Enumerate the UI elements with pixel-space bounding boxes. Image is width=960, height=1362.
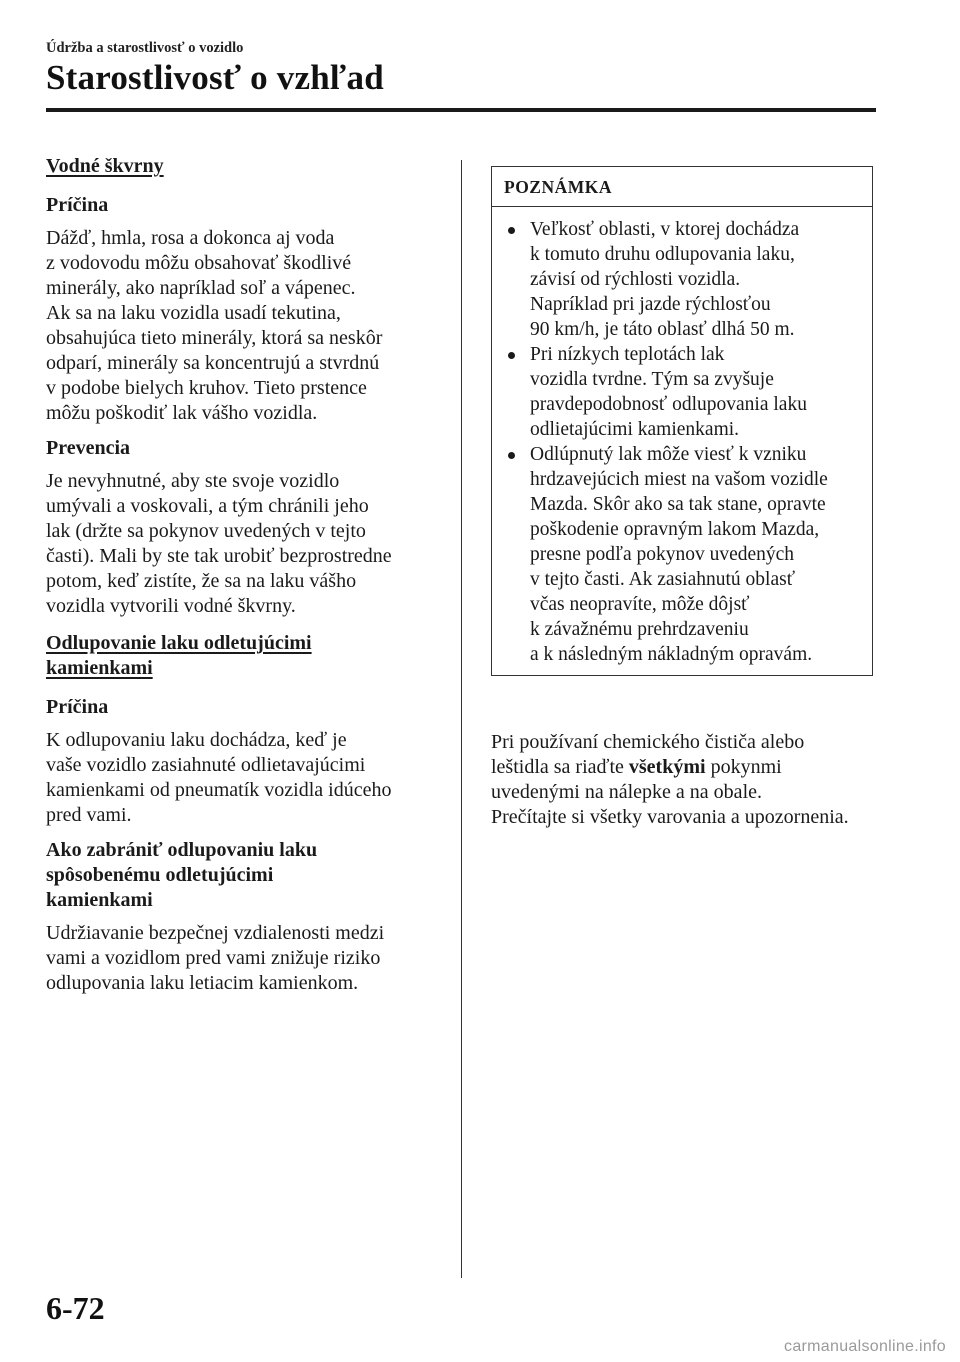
note-item [504, 442, 858, 667]
bullet-icon [508, 452, 515, 459]
column-divider [461, 160, 462, 1278]
section-title-water-spots: Vodné škvrny [46, 155, 164, 177]
page-number: 6-72 [46, 1290, 105, 1326]
chemical-text-end: pokynmi uvedenými na nálepke a na obale. Prečítajte si všetky varovania a upozornenia. [491, 756, 849, 828]
bullet-icon [508, 227, 515, 234]
note-item-text: Veľkosť oblasti, v ktorej dochádza k tomuto druhu odlupovania laku, závisí od rýchlosti vozidla. Napríklad pri jazde rýchlosťou 90 km/h, je táto oblasť dlhá 50 m. [530, 219, 800, 340]
note-item-text: Pri nízkych teplotách lak vozidla tvrdne. Tým sa zvyšuje pravdepodobnosť odlupovania laku odlietajúcimi kamienkami. [530, 344, 807, 440]
paragraph-chemical-cleaner [491, 730, 875, 830]
paragraph-water-prevention: Je nevyhnutné, aby ste svoje vozidlo umývali a voskovali, a tým chránili jeho lak (držte sa pokynov uvedených v tejto časti). Mali by ste tak urobiť bezprostredne potom, keď zistíte, že sa na laku vášho vozidla vytvorili vodné škvrny. [46, 470, 392, 617]
note-box [491, 166, 873, 676]
subheading-prevention: Prevencia [46, 437, 131, 459]
section-title-chipping: Odlupovanie laku odletujúcimi kamienkami [46, 632, 312, 679]
paragraph-chipping-prevention: Udržiavanie bezpečnej vzdialenosti medzi vami a vozidlom pred vami znižuje riziko odlupovania laku letiacim kamienkom. [46, 922, 385, 994]
note-header: POZNÁMKA [492, 167, 872, 207]
subheading-chipping-cause: Príčina [46, 696, 109, 718]
chemical-text-start: Pri používaní chemického čističa alebo leštidla sa riaďte [491, 731, 805, 778]
note-item [504, 342, 858, 442]
breadcrumb: Údržba a starostlivosť o vozidlo [46, 40, 244, 56]
note-item-text: Odlúpnutý lak môže viesť k vzniku hrdzavejúcich miest na vašom vozidle Mazda. Skôr ako sa tak stane, opravte poškodenie opravným lakom Mazda, presne podľa pokynov uvedených v tejto časti. Ak zasiahnutú oblasť včas neopravíte, môže dôjsť k závažnému prehrdzaveniu a k následným nákladným opravám. [530, 444, 828, 665]
note-item [504, 217, 858, 342]
subheading-cause: Príčina [46, 194, 109, 216]
watermark: carmanualsonline.info [784, 1338, 946, 1355]
title-rule [46, 108, 876, 112]
paragraph-water-cause: Dážď, hmla, rosa a dokonca aj voda z vodovodu môžu obsahovať škodlivé minerály, ako napríklad soľ a vápenec. Ak sa na laku vozidla usadí tekutina, obsahujúca tieto minerály, ktorá sa neskôr odparí, minerály sa koncentrujú a stvrdnú v podobe bielych kruhov. Tieto prstence môžu poškodiť lak vášho vozidla. [46, 227, 383, 424]
chemical-text-bold: všetkými [628, 756, 706, 778]
page-title: Starostlivosť o vzhľad [46, 58, 384, 97]
paragraph-chipping-cause: K odlupovaniu laku dochádza, keď je vaše vozidlo zasiahnuté odlietavajúcimi kamienkami od pneumatík vozidla idúceho pred vami. [46, 729, 392, 826]
right-column [491, 166, 875, 830]
subheading-chipping-prevention: Ako zabrániť odlupovaniu laku spôsobenému odletujúcimi kamienkami [46, 839, 318, 911]
note-list [492, 207, 872, 675]
bullet-icon [508, 352, 515, 359]
left-column [46, 154, 441, 1006]
